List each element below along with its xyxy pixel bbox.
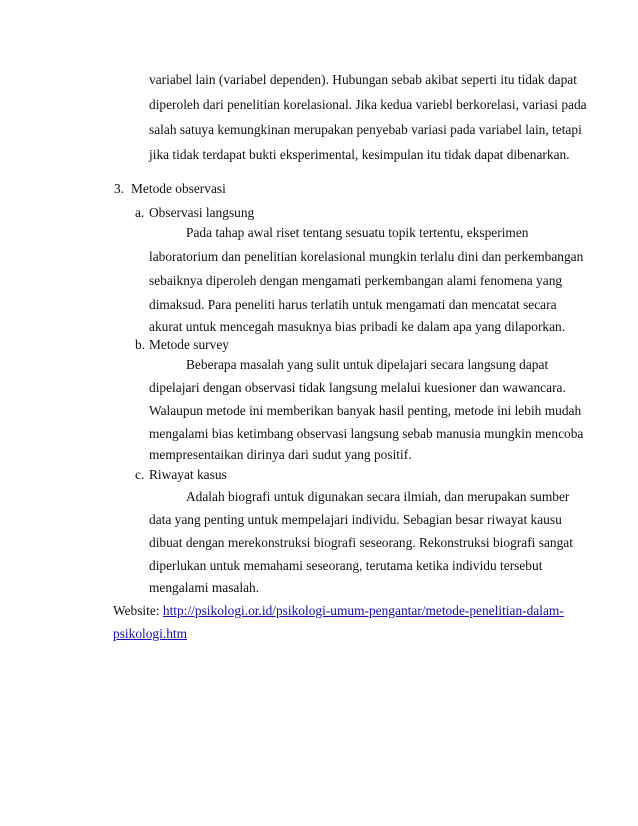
paragraph-line: salah satuya kemungkinan merupakan penyebab variasi pada variabel lain, tetapi (149, 122, 582, 137)
subsection-letter: a. (135, 205, 145, 220)
website-line-2 (113, 625, 187, 642)
paragraph-line: sebaiknya diperoleh dengan mengamati perkembangan alami fenomena yang (149, 273, 563, 288)
paragraph-line: mempresentaikan dirinya dari sudut yang positif. (149, 447, 412, 462)
website-label: Website: (113, 603, 160, 618)
paragraph-line: mengalami masalah. (149, 580, 260, 595)
section-title: Metode observasi (131, 181, 226, 196)
paragraph-line: Beberapa masalah yang sulit untuk dipelajari secara langsung dapat (186, 357, 549, 372)
paragraph-line: diperlukan untuk memahami seseorang, terutama ketika individu tersebut (149, 558, 543, 573)
subsection-title: Riwayat kasus (149, 467, 227, 482)
website-link-continued[interactable]: psikologi.htm (113, 626, 188, 641)
paragraph-line: diperoleh dari penelitian korelasional. Jika kedua variebl berkorelasi, variasi pada (149, 97, 587, 112)
paragraph-line: variabel lain (variabel dependen). Hubungan sebab akibat seperti itu tidak dapat (149, 72, 577, 87)
paragraph-line: dipelajari dengan observasi tidak langsung melalui kuesioner dan wawancara. (149, 380, 566, 395)
paragraph-line: Adalah biografi untuk digunakan secara ilmiah, dan merupakan sumber (186, 489, 570, 504)
website-line (113, 602, 564, 619)
website-link[interactable]: http://psikologi.or.id/psikologi-umum-pengantar/metode-penelitian-dalam- (162, 603, 564, 618)
paragraph-line: dimaksud. Para peneliti harus terlatih untuk mengamati dan mencatat secara (149, 297, 557, 312)
section-number: 3. (114, 181, 125, 196)
subsection-letter: c. (135, 467, 145, 482)
subsection-letter: b. (135, 337, 146, 352)
subsection-title: Metode survey (149, 337, 229, 352)
paragraph-line: akurat untuk mencegah masuknya bias pribadi ke dalam apa yang dilaporkan. (149, 319, 566, 334)
paragraph-line: laboratorium dan penelitian korelasional mungkin terlalu dini dan perkembangan (149, 249, 584, 264)
paragraph-line: dibuat dengan merekonstruksi biografi seseorang. Rekonstruksi biografi sangat (149, 535, 573, 550)
paragraph-line: Walaupun metode ini memberikan banyak hasil penting, metode ini lebih mudah (149, 403, 582, 418)
paragraph-line: data yang penting untuk mempelajari individu. Sebagian besar riwayat kausu (149, 512, 562, 527)
paragraph-line: jika tidak terdapat bukti eksperimental, kesimpulan itu tidak dapat dibenarkan. (149, 147, 570, 162)
paragraph-line: mengalami bias ketimbang observasi langsung sebab manusia mungkin mencoba (149, 426, 584, 441)
paragraph-line: Pada tahap awal riset tentang sesuatu topik tertentu, eksperimen (186, 225, 529, 240)
subsection-title: Observasi langsung (149, 205, 255, 220)
